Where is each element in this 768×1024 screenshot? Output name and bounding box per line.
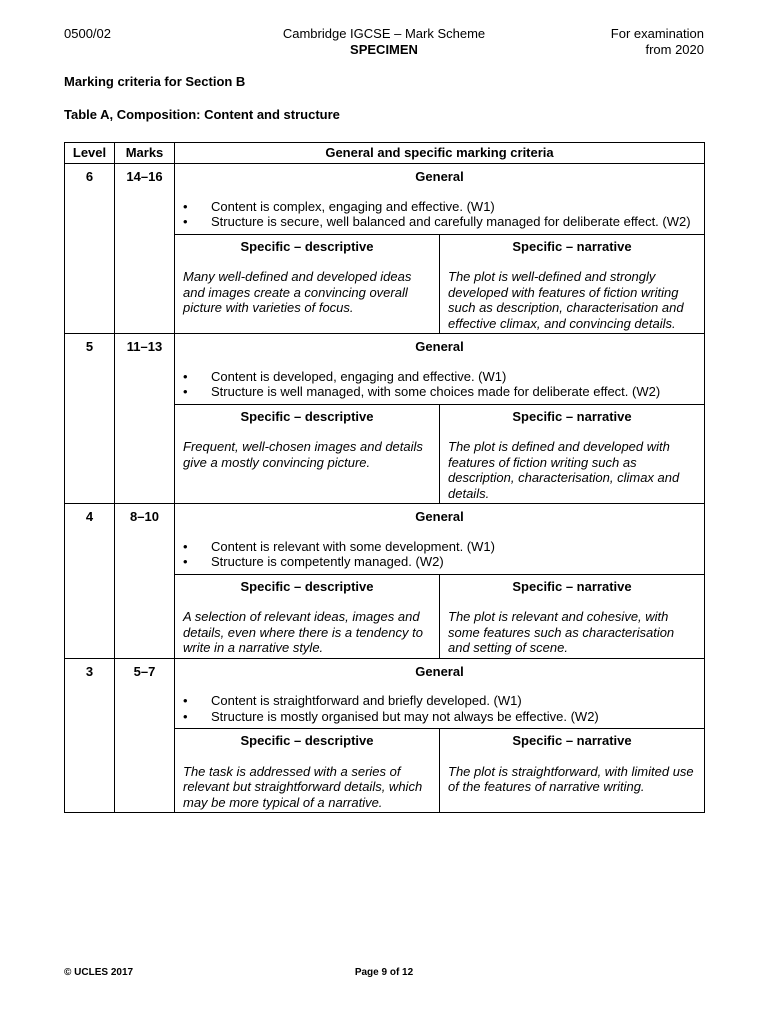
specific-descriptive-cell (175, 729, 440, 813)
exam-line-1: For examination (610, 26, 704, 41)
table-header-row (65, 143, 705, 164)
footer-page-number: Page 9 of 12 (354, 967, 414, 978)
specific-descriptive-text: Frequent, well-chosen images and details give a mostly convincing picture. (183, 439, 423, 470)
marking-table (64, 142, 705, 813)
specific-narrative-cell (440, 729, 705, 813)
list-item: • Structure is secure, well balanced and carefully managed for deliberate effect. (W2) (211, 214, 704, 230)
specific-descriptive-label: Specific – descriptive (240, 733, 374, 748)
specific-narrative-text: The plot is straightforward, with limited use of the features of narrative writing. (448, 763, 694, 794)
specific-row (175, 404, 704, 503)
specific-narrative-cell (440, 234, 705, 333)
specific-row (175, 574, 704, 658)
specific-row (175, 234, 704, 333)
specific-descriptive-cell (175, 404, 440, 503)
specific-narrative-label: Specific – narrative (512, 408, 632, 424)
specific-descriptive-text: Many well-defined and developed ideas and images create a convincing overall picture with varieties of focus. (183, 269, 412, 315)
level-cell: 4 (65, 504, 115, 659)
general-label: General (415, 169, 464, 184)
list-item: • Content is developed, engaging and effective. (W1) (211, 369, 704, 385)
criteria-cell (175, 658, 705, 813)
list-item: • Structure is competently managed. (W2) (211, 554, 704, 570)
list-item: • Structure is mostly organised but may not always be effective. (W2) (211, 709, 704, 725)
specific-narrative-label: Specific – narrative (512, 733, 632, 748)
exam-line-2: from 2020 (645, 42, 704, 57)
specific-descriptive-cell (175, 234, 440, 333)
list-item: • Content is complex, engaging and effective. (W1) (211, 199, 704, 215)
general-criteria-list (175, 539, 704, 570)
table-row (65, 164, 705, 334)
marks-cell: 11–13 (115, 334, 175, 504)
specific-narrative-text: The plot is relevant and cohesive, with some features such as characterisation and setting of scene. (448, 609, 675, 655)
specific-narrative-label: Specific – narrative (512, 578, 632, 594)
marks-cell: 14–16 (115, 164, 175, 334)
marks-cell: 8–10 (115, 504, 175, 659)
general-label: General (415, 509, 464, 524)
list-item: • Content is straightforward and briefly developed. (W1) (211, 693, 704, 709)
col-level-header: Level (65, 143, 115, 164)
doc-code: 0500/02 (64, 26, 111, 41)
doc-subtitle: SPECIMEN (350, 42, 418, 57)
section-heading: Marking criteria for Section B (64, 74, 246, 89)
general-label: General (415, 339, 464, 354)
level-cell: 5 (65, 334, 115, 504)
general-criteria-list (175, 199, 704, 230)
specific-descriptive-cell (175, 574, 440, 658)
specific-criteria-table (175, 728, 704, 812)
level-cell: 3 (65, 658, 115, 813)
general-label: General (415, 663, 464, 679)
criteria-cell (175, 334, 705, 504)
criteria-cell (175, 164, 705, 334)
list-item: • Structure is well managed, with some choices made for deliberate effect. (W2) (211, 384, 704, 400)
marks-cell: 5–7 (115, 658, 175, 813)
specific-narrative-cell (440, 404, 705, 503)
table-row (65, 504, 705, 659)
specific-row (175, 729, 704, 813)
criteria-cell (175, 504, 705, 659)
table-row (65, 658, 705, 813)
specific-narrative-label: Specific – narrative (512, 238, 632, 254)
table-row (65, 334, 705, 504)
footer-copyright: © UCLES 2017 (64, 967, 134, 978)
specific-narrative-text: The plot is defined and developed with features of fiction writing such as description, characterisation, climax and details. (448, 439, 680, 501)
exam-info (611, 26, 704, 58)
col-criteria-header: General and specific marking criteria (175, 143, 705, 164)
specific-descriptive-text: The task is addressed with a series of relevant but straightforward details, which may be more typical of a narrative. (183, 763, 423, 810)
specific-descriptive-label: Specific – descriptive (240, 578, 374, 594)
level-cell: 6 (65, 164, 115, 334)
specific-narrative-text: The plot is well-defined and strongly developed with features of fiction writing such as description, characterisation and effective climax, and convincing details. (448, 269, 684, 331)
doc-title: Cambridge IGCSE – Mark Scheme (282, 26, 486, 41)
specific-descriptive-label: Specific – descriptive (240, 408, 374, 424)
col-marks-header: Marks (115, 143, 175, 164)
specific-descriptive-label: Specific – descriptive (240, 238, 374, 254)
table-heading: Table A, Composition: Content and structure (64, 107, 340, 122)
general-criteria-list (175, 693, 704, 724)
specific-narrative-cell (440, 574, 705, 658)
general-criteria-list (175, 369, 704, 400)
specific-criteria-table (175, 234, 704, 334)
specific-descriptive-text: A selection of relevant ideas, images and details, even where there is a tendency to write in a narrative style. (183, 609, 423, 655)
specific-criteria-table (175, 574, 704, 658)
specific-criteria-table (175, 404, 704, 504)
list-item: • Content is relevant with some development. (W1) (211, 539, 704, 555)
